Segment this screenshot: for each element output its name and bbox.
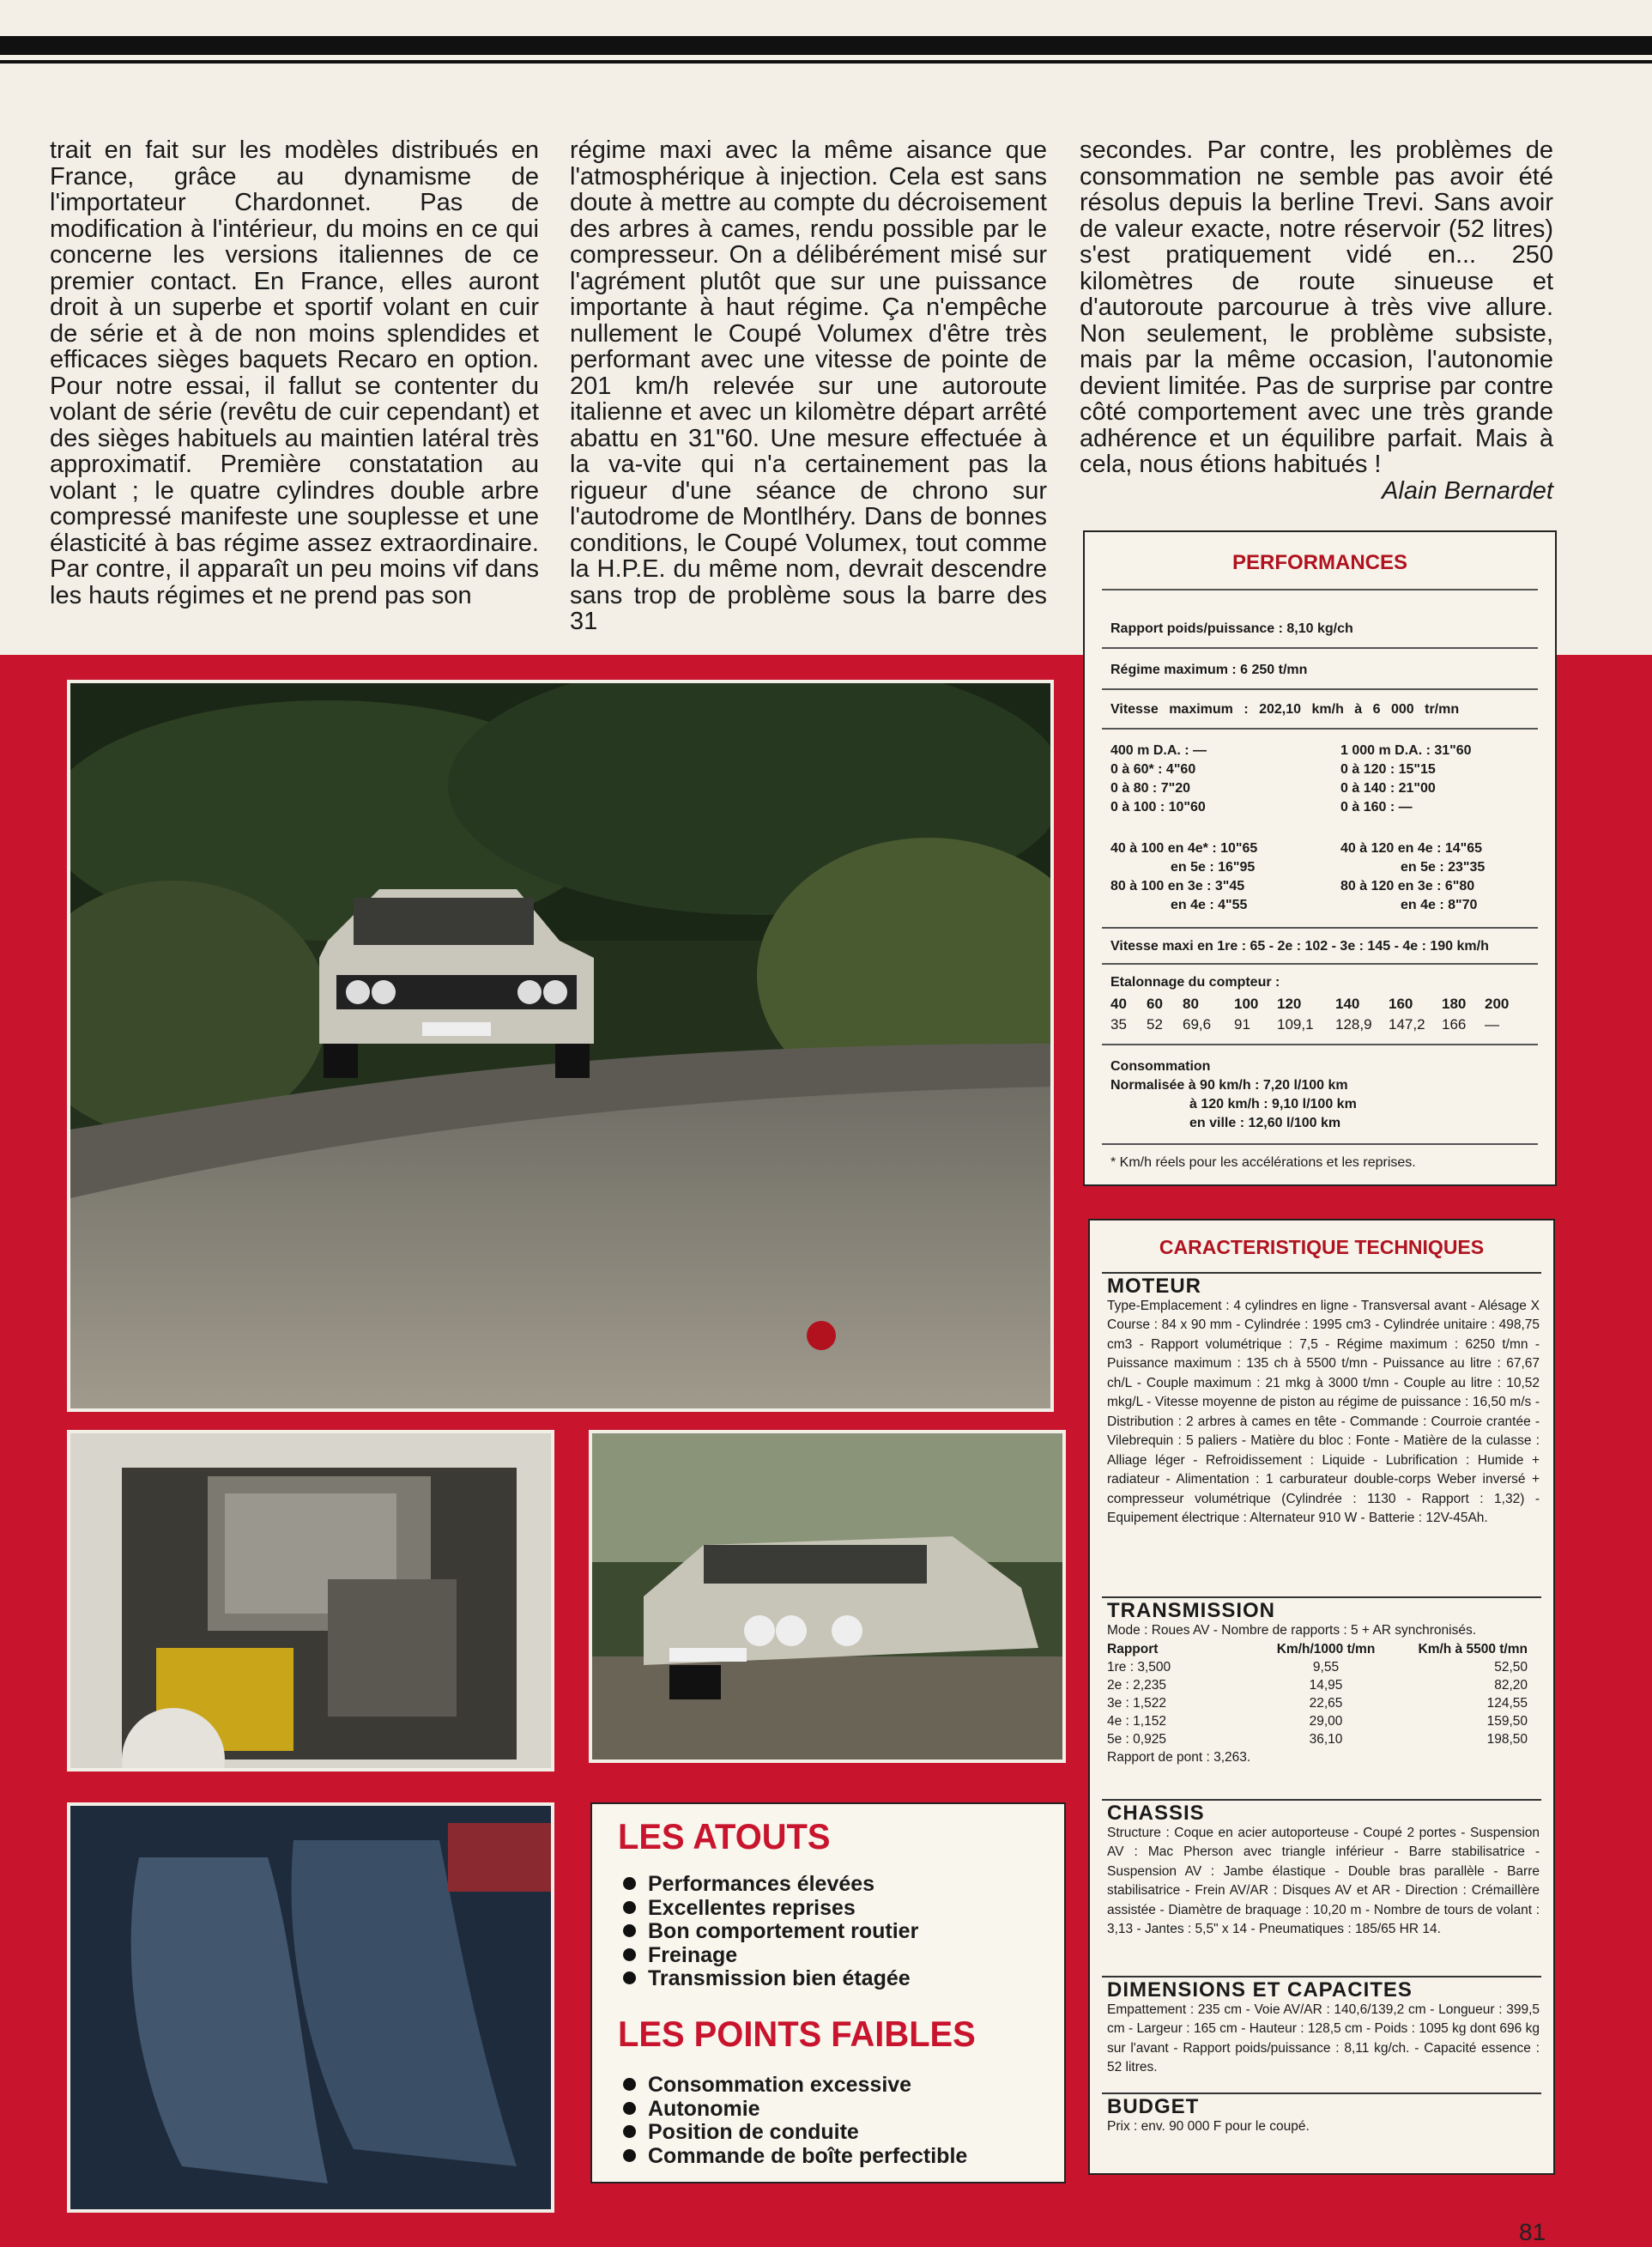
atout-label: Bon comportement routier: [648, 1919, 919, 1943]
bullet-icon: [623, 1948, 636, 1961]
etalonnage-value: 140: [1335, 996, 1360, 1012]
list-item: [623, 1897, 918, 1921]
chassis-text: Structure : Coque en acier autoporteuse - Coupé 2 portes - Suspension AV : Mac Pherson avec triangle inférieur - Barre stabilisatrice - Suspension AV : Jambe élastique - Double bras parallèle - Barre stabilisatrice - Frein AV/AR : Disques AV et AR - Direction : Crémaillère assistée - Diamètre de braquage : 10,20 m - Nombre de tours de volant : 3,13 - Jantes : 5,5" x 14 - Pneumatiques : 185/65 HR 14.: [1107, 1825, 1540, 1936]
trans-cell: 29,00: [1309, 1714, 1343, 1729]
points-faibles-list: [623, 2074, 967, 2168]
accel-left: [1110, 742, 1334, 817]
trans-cell: 4e : 1,152: [1107, 1714, 1166, 1729]
faible-label: Consommation excessive: [648, 2073, 912, 2097]
etalonnage-top-row: [1110, 996, 1534, 1013]
list-item: [623, 2074, 967, 2098]
reprise-item: en 4e : 4"55: [1171, 898, 1248, 912]
etalonnage-value: 120: [1277, 996, 1302, 1012]
divider: [1102, 688, 1538, 690]
article-column-1: [50, 137, 539, 609]
perf-vitesse: Vitesse maximum : 202,10 km/h à 6 000 tr/mn: [1110, 702, 1460, 717]
divider: [1102, 1044, 1538, 1045]
accel-item: 0 à 160 : —: [1340, 800, 1413, 815]
trans-cell: 22,65: [1309, 1696, 1343, 1711]
page-number: 81: [1519, 2219, 1546, 2245]
car-front-photo: [589, 1430, 1066, 1763]
pros-cons-box: [590, 1802, 1066, 2183]
etalonnage-value: 128,9: [1335, 1016, 1372, 1033]
consommation-block: [1110, 1057, 1534, 1133]
tech-title: CARACTERISTIQUE TECHNIQUES: [1159, 1236, 1485, 1258]
tech-specs-box: [1088, 1219, 1555, 2175]
road-scene-illustration: [70, 683, 1050, 1408]
reprise-item: en 5e : 23"35: [1401, 860, 1486, 875]
divider: [1102, 728, 1538, 730]
divider: [1102, 927, 1538, 929]
perf-rapport: Rapport poids/puissance : 8,10 kg/ch: [1110, 621, 1353, 636]
etalonnage-value: —: [1485, 1016, 1499, 1033]
trans-cell: 159,50: [1486, 1714, 1528, 1729]
bullet-icon: [623, 2149, 636, 2162]
etalonnage-value: 91: [1234, 1016, 1250, 1033]
trans-cell: 36,10: [1309, 1732, 1343, 1747]
atouts-title: LES ATOUTS: [618, 1816, 831, 1856]
trans-cell: 2e : 2,235: [1107, 1678, 1166, 1693]
reprise-item: en 5e : 16"95: [1171, 860, 1256, 875]
list-item: [623, 2145, 967, 2169]
trans-col-header: Rapport: [1107, 1642, 1159, 1656]
trans-col-header: Km/h à 5500 t/mn: [1418, 1642, 1528, 1656]
section-chassis: [1107, 1804, 1540, 1940]
trans-cell: 3e : 1,522: [1107, 1696, 1166, 1711]
divider: [1102, 2093, 1541, 2094]
divider: [1102, 647, 1538, 649]
etalonnage-value: 166: [1442, 1016, 1467, 1033]
section-heading: CHASSIS: [1107, 1802, 1205, 1825]
engine-bay-photo: [67, 1430, 554, 1772]
perf-vitesse-maxi: Vitesse maxi en 1re : 65 - 2e : 102 - 3e : 145 - 4e : 190 km/h: [1110, 939, 1489, 954]
list-item: [623, 1920, 918, 1944]
accel-item: 1 000 m D.A. : 31"60: [1340, 743, 1472, 758]
list-item: [623, 1873, 918, 1897]
article-text-2: régime maxi avec la même aisance que l'atmosphérique à injection. Cela est sans doute à mettre au compte du décroisement des arbres à cames, rendu possible par le compresseur. On a délibérément misé sur l'agrément plutôt que sur une puissance importante à haut régime. Ça n'empêche nullement le Coupé Volumex d'être très performant avec une vitesse de pointe de 201 km/h relevée sur une autoroute italienne et avec un kilomètre départ arrêté abattu en 31"60. Une mesure effectuée à la va-vite qui n'a certainement pas la rigueur d'une séance de chrono sur l'autodrome de Montlhéry. Dans de bonnes conditions, le Coupé Volumex, tout comme la H.P.E. du même nom, devrait descendre sans trop de problème sous la barre des 31: [570, 136, 1047, 635]
atout-label: Excellentes reprises: [648, 1895, 856, 1920]
faible-label: Autonomie: [648, 2096, 760, 2121]
section-moteur: [1107, 1277, 1540, 1529]
perf-footnote: * Km/h réels pour les accélérations et les reprises.: [1110, 1155, 1416, 1170]
reprise-item: 80 à 120 en 3e : 6"80: [1340, 879, 1475, 893]
trans-cell: 124,55: [1486, 1696, 1528, 1711]
faible-label: Commande de boîte perfectible: [648, 2143, 968, 2168]
article-column-2: [570, 137, 1047, 635]
etalonnage-value: 60: [1147, 996, 1163, 1012]
atouts-list: [623, 1873, 918, 1991]
section-dimensions: [1107, 1978, 1540, 2078]
conso-90: Normalisée à 90 km/h : 7,20 l/100 km: [1110, 1078, 1348, 1093]
divider: [1102, 1596, 1541, 1598]
section-budget: [1107, 2095, 1540, 2136]
list-item: [623, 2098, 967, 2122]
reprise-item: 80 à 100 en 3e : 3"45: [1110, 879, 1245, 893]
bullet-icon: [623, 2102, 636, 2115]
article-text-3: secondes. Par contre, les problèmes de consommation ne semble pas avoir été résolus depuis la berline Trevi. Sans avoir de valeur exacte, notre réservoir (52 litres) s'est pratiquement vidé en... 250 kilomètres de route sinueuse et d'autoroute parcourue à très vive allure. Non seulement, le problème subsiste, mais par la même occasion, l'autonomie devient limitée. Pas de surprise par contre côté comportement avec une très grande adhérence et un équilibre parfait. Mais à cela, nous étions habitués !: [1080, 136, 1553, 478]
etalonnage-value: 80: [1183, 996, 1199, 1012]
etalonnage-bottom-row: [1110, 1016, 1534, 1033]
bullet-icon: [623, 2078, 636, 2091]
trans-cell: 82,20: [1494, 1678, 1528, 1693]
divider: [1102, 1143, 1538, 1145]
trans-cell: 52,50: [1494, 1660, 1528, 1675]
performances-box: [1083, 530, 1557, 1186]
section-heading: DIMENSIONS ET CAPACITES: [1107, 1978, 1413, 2002]
trans-cell: 198,50: [1486, 1732, 1528, 1747]
trans-col-header: Km/h/1000 t/mn: [1276, 1642, 1376, 1656]
conso-120: à 120 km/h : 9,10 l/100 km: [1189, 1097, 1357, 1111]
reprise-right: [1340, 839, 1534, 915]
moteur-text: Type-Emplacement : 4 cylindres en ligne - Transversal avant - Alésage X Course : 84 x 90 mm - Cylindrée : 1995 cm3 - Cylindrée unitaire : 498,75 cm3 - Rapport volumétrique : 7,5 - Régime maximum : 6250 t/mn - Puissance maximum : 135 ch à 5500 t/mn - Puissance au litre : 67,67 ch/L - Couple maximum : 21 mkg à 3000 t/mn - Couple au litre : 10,52 mkg/L - Vitesse moyenne de piston au régime de puissance : 16,50 m/s - Distribution : 2 arbres à cames en tête - Commande : Courroie crantée - Vilebrequin : 5 paliers - Matière du bloc : Fonte - Matière de la culasse : Alliage léger - Refroidissement : Liquide - Lubrification : Humide + radiateur - Alimentation : 1 carburateur double-corps Weber inversé + compresseur volumétrique (Cylindrée : 1130 - Rapport : 1,32) - Equipement électrique : Alternateur 910 W - Batterie : 12V-45Ah.: [1107, 1298, 1540, 1525]
accel-item: 0 à 140 : 21"00: [1340, 781, 1436, 796]
reprise-item: 40 à 120 en 4e : 14"65: [1340, 841, 1483, 856]
trans-cell: 5e : 0,925: [1107, 1732, 1166, 1747]
article-column-3: [1080, 137, 1553, 504]
bullet-icon: [623, 2125, 636, 2138]
section-heading: BUDGET: [1107, 2095, 1200, 2118]
accel-item: 0 à 80 : 7"20: [1110, 781, 1190, 796]
list-item: [623, 1944, 918, 1968]
etalonnage-value: 52: [1147, 1016, 1163, 1033]
accel-right: [1340, 742, 1534, 817]
atout-label: Transmission bien étagée: [648, 1966, 911, 1990]
trans-mode: Mode : Roues AV - Nombre de rapports : 5 + AR synchronisés.: [1107, 1622, 1477, 1638]
conso-ville: en ville : 12,60 l/100 km: [1189, 1116, 1341, 1130]
conso-label: Consommation: [1110, 1059, 1211, 1074]
faible-label: Position de conduite: [648, 2120, 859, 2144]
bullet-icon: [623, 1924, 636, 1937]
reprise-left: [1110, 839, 1334, 915]
accel-item: 0 à 60* : 4"60: [1110, 762, 1196, 777]
atout-label: Performances élevées: [648, 1872, 875, 1896]
trans-pont: Rapport de pont : 3,263.: [1107, 1750, 1251, 1765]
divider: [1102, 963, 1538, 965]
main-road-photo: [67, 680, 1054, 1412]
bullet-icon: [623, 1901, 636, 1914]
list-item: [623, 2121, 967, 2145]
accel-item: 0 à 120 : 15"15: [1340, 762, 1436, 777]
budget-text: Prix : env. 90 000 F pour le coupé.: [1107, 2118, 1310, 2134]
trans-cell: 9,55: [1312, 1660, 1340, 1675]
etalonnage-value: 100: [1234, 996, 1259, 1012]
etalonnage-value: 40: [1110, 996, 1127, 1012]
perf-regime: Régime maximum : 6 250 t/mn: [1110, 663, 1308, 677]
dimensions-text: Empattement : 235 cm - Voie AV/AR : 140,6/139,2 cm - Longueur : 399,5 cm - Largeur : 165 cm - Hauteur : 128,5 cm - Poids : 1095 kg dont 696 kg sur l'avant - Rapport poids/puissance : 8,11 kg/ch. - Capacité essence : 52 litres.: [1107, 2002, 1540, 2074]
etalonnage-value: 180: [1442, 996, 1467, 1012]
performances-title: PERFORMANCES: [1231, 551, 1407, 574]
top-rule: [0, 36, 1652, 55]
reprise-item: 40 à 100 en 4e* : 10"65: [1110, 841, 1258, 856]
top-rule-thin: [0, 60, 1652, 64]
author-signature: Alain Bernardet: [1382, 476, 1553, 505]
bullet-icon: [623, 1877, 636, 1890]
etalonnage-value: 160: [1389, 996, 1413, 1012]
list-item: [623, 1967, 918, 1991]
reprise-item: en 4e : 8"70: [1401, 898, 1478, 912]
accel-item: 400 m D.A. : —: [1110, 743, 1207, 758]
divider: [1102, 1272, 1541, 1274]
etalonnage-value: 69,6: [1183, 1016, 1212, 1033]
article-text-1: trait en fait sur les modèles distribués en France, grâce au dynamisme de l'importateur Chardonnet. Pas de modification à l'intérieur, du moins en ce qui concerne les versions italiennes de ce premier contact. En France, elles auront droit à un superbe et sportif volant en cuir de série et à de non moins splendides et efficaces sièges baquets Recaro en option. Pour notre essai, il fallut se contenter du volant de série (revêtu de cuir cependant) et des sièges habituels au maintien latéral très approximatif. Première constatation au volant ; le quatre cylindres double arbre compressé manifeste une souplesse et une élasticité à bas régime assez extraordinaire. Par contre, il apparaît un peu moins vif dans les hauts régimes et ne prend pas son: [50, 136, 539, 609]
bullet-icon: [623, 1971, 636, 1984]
accel-item: 0 à 100 : 10"60: [1110, 800, 1206, 815]
trans-table: [1107, 1640, 1540, 1748]
etalonnage-value: 109,1: [1277, 1016, 1314, 1033]
atout-label: Freinage: [648, 1942, 738, 1967]
section-heading: MOTEUR: [1107, 1275, 1201, 1298]
trans-cell: 1re : 3,500: [1107, 1660, 1171, 1675]
points-faibles-title: LES POINTS FAIBLES: [618, 2014, 976, 2054]
divider: [1102, 589, 1538, 591]
divider: [1102, 1799, 1541, 1801]
etalonnage-value: 147,2: [1389, 1016, 1425, 1033]
interior-seats-photo: [67, 1802, 554, 2213]
divider: [1102, 1976, 1541, 1977]
section-heading: TRANSMISSION: [1107, 1599, 1276, 1622]
trans-cell: 14,95: [1309, 1678, 1343, 1693]
etalonnage-value: 200: [1485, 996, 1510, 1012]
section-transmission: [1107, 1599, 1540, 1768]
etalonnage-label: Etalonnage du compteur :: [1110, 975, 1280, 990]
etalonnage-value: 35: [1110, 1016, 1127, 1033]
